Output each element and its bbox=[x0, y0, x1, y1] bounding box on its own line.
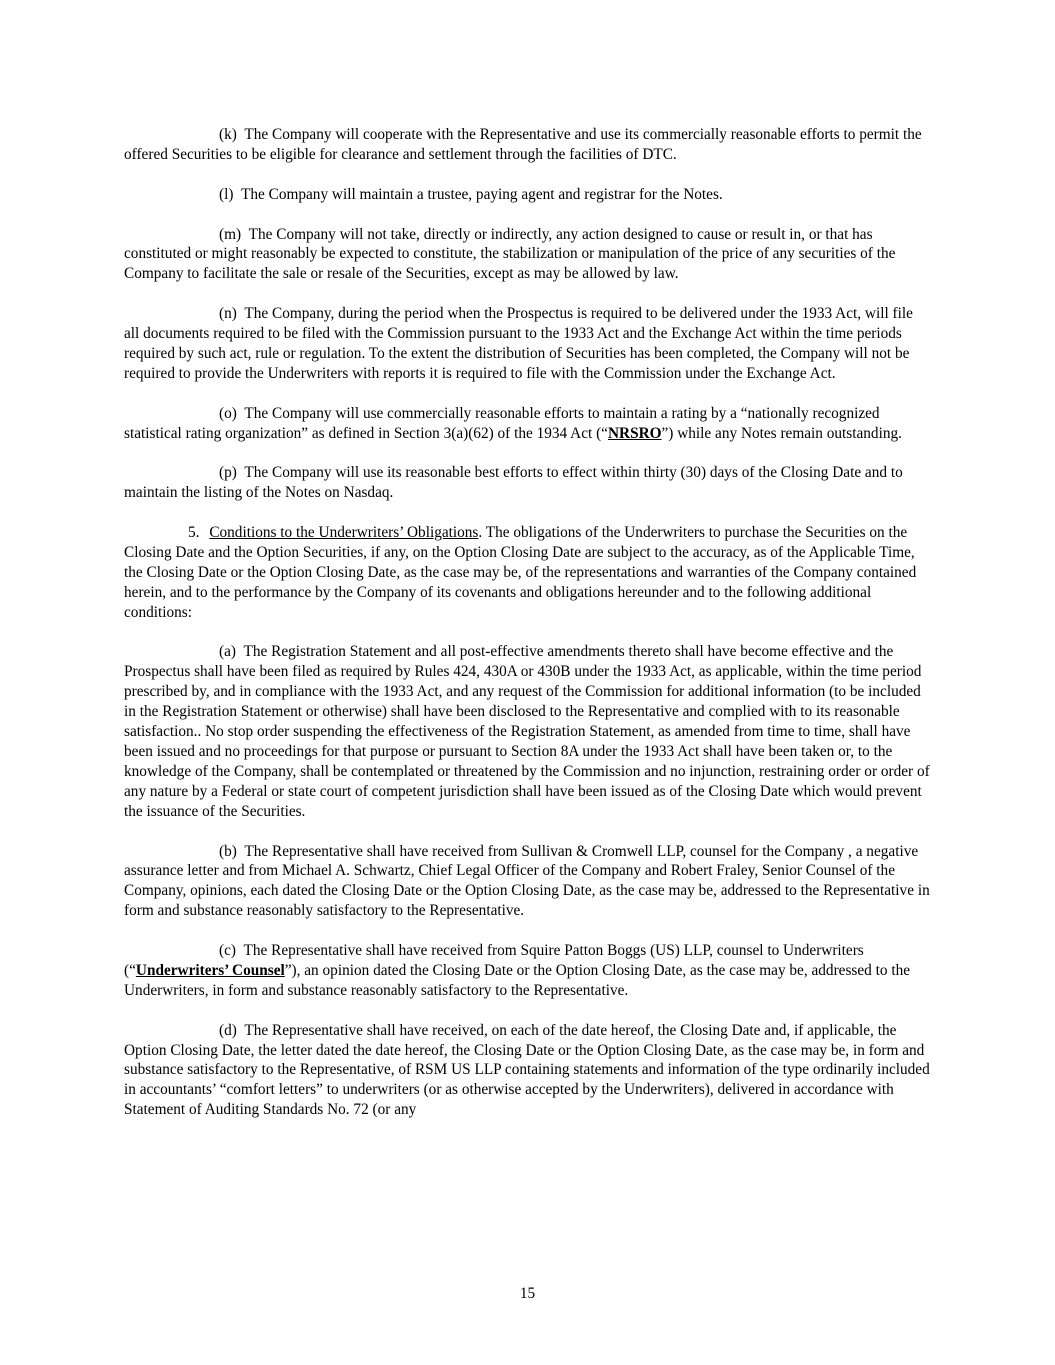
clause-text: The Registration Statement and all post-effective amendments thereto shall have become effective and the Prospectus shall have been filed as required by Rules 424, 430A or 430B under the 1933 Act, as applicable, within the time period prescribed by, and in compliance with the 1933 Act, and any request of the Commission for additional information (to be included in the Registration Statement or otherwise) shall have been disclosed to the Representative and complied with to its reasonable satisfaction.. No stop order suspending the effectiveness of the Registration Statement, as amended from time to time, shall have been issued and no proceedings for that purpose or pursuant to Section 8A under the 1933 Act shall have been taken or, to the knowledge of the Company, shall be contemplated or threatened by the Commission and no injunction, restraining order or order of any nature by a Federal or state court of competent jurisdiction shall have been issued as of the Closing Date which would prevent the issuance of the Securities. bbox=[124, 643, 930, 820]
section-5 bbox=[124, 523, 932, 623]
clause-text: The Company will maintain a trustee, paying agent and registrar for the Notes. bbox=[241, 185, 723, 203]
condition-b bbox=[124, 842, 932, 922]
clause-text: The Company will cooperate with the Representative and use its commercially reasonable efforts to permit the offered Securities to be eligible for clearance and settlement through the facilities of DTC. bbox=[124, 126, 922, 163]
clause-label: (k) bbox=[219, 126, 237, 143]
clause-label: (m) bbox=[219, 225, 242, 243]
condition-a bbox=[124, 642, 932, 821]
condition-d bbox=[124, 1021, 932, 1121]
clause-text: The Company, during the period when the Prospectus is required to be delivered under the 1933 Act, will file all documents required to be filed with the Commission pursuant to the 1933 Act and the Exchange Act within the time periods required by such act, rule or regulation. To the extent the distribution of Securities has been completed, the Company will not be required to provide the Underwriters with reports it is required to file with the Commission under the Exchange Act. bbox=[124, 305, 913, 382]
clause-text-end: ”) while any Notes remain outstanding. bbox=[661, 424, 902, 442]
clause-p bbox=[124, 463, 932, 503]
clause-text: The Representative shall have received from Squire Patton Boggs (US) LLP, counsel to Underwriters (“ bbox=[124, 942, 864, 979]
document-body bbox=[124, 125, 932, 1140]
defined-term-nrsro: NRSRO bbox=[607, 424, 662, 442]
section-heading: Conditions to the Underwriters’ Obligations bbox=[209, 524, 479, 542]
defined-term-underwriters-counsel: Underwriters’ Counsel bbox=[135, 961, 285, 979]
page-number: 15 bbox=[519, 1285, 536, 1302]
clause-label: (l) bbox=[219, 185, 234, 203]
clause-o bbox=[124, 404, 932, 444]
clause-text: The Company will use its reasonable best efforts to effect within thirty (30) days of the Closing Date and to maintain the listing of the Notes on Nasdaq. bbox=[124, 464, 903, 502]
clause-n bbox=[124, 304, 932, 384]
clause-label: (n) bbox=[219, 305, 237, 323]
clause-text-end: ”), an opinion dated the Closing Date or the Option Closing Date, as the case may be, addressed to the Underwriters, in form and substance reasonably satisfactory to the Representative. bbox=[124, 961, 911, 999]
clause-l bbox=[124, 185, 932, 205]
section-text: . The obligations of the Underwriters to purchase the Securities on the Closing Date and the Option Securities, if any, on the Option Closing Date are subject to the accuracy, as of the Applicable Time, the Closing Date or the Option Closing Date, as the case may be, of the representations and warranties of the Company contained herein, and to the performance by the Company of its covenants and obligations hereunder and to the following additional conditions: bbox=[124, 524, 917, 621]
section-number: 5. bbox=[188, 524, 200, 542]
clause-m bbox=[124, 225, 932, 285]
condition-c bbox=[124, 941, 932, 1001]
clause-label: (d) bbox=[219, 1021, 237, 1039]
clause-k bbox=[124, 125, 932, 165]
clause-text: The Representative shall have received, on each of the date hereof, the Closing Date and, if applicable, the Option Closing Date, the letter dated the date hereof, the Closing Date or the Option Closing Date, as the case may be, in form and substance satisfactory to the Representative, of RSM US LLP containing statements and information of the type ordinarily included in accountants’ “comfort letters” to underwriters (or as otherwise accepted by the Underwriters), delivered in accordance with Statement of Auditing Standards No. 72 (or any bbox=[124, 1021, 930, 1119]
clause-label: (a) bbox=[219, 643, 236, 661]
clause-text: The Representative shall have received from Sullivan & Cromwell LLP, counsel for the Company , a negative assurance letter and from Michael A. Schwartz, Chief Legal Officer of the Company and Robert Fraley, Senior Counsel of the Company, opinions, each dated the Closing Date or the Option Closing Date, as the case may be, addressed to the Representative in form and substance reasonably satisfactory to the Representative. bbox=[124, 842, 930, 920]
clause-label: (c) bbox=[219, 942, 236, 960]
clause-text: The Company will use commercially reasonable efforts to maintain a rating by a “nationally recognized statistical rating organization” as defined in Section 3(a)(62) of the 1934 Act (“ bbox=[124, 404, 880, 442]
clause-text: The Company will not take, directly or indirectly, any action designed to cause or result in, or that has constituted or might reasonably be expected to constitute, the stabilization or manipulation of the price of any securities of the Company to facilitate the sale or resale of the Securities, except as may be allowed by law. bbox=[124, 225, 896, 283]
clause-label: (b) bbox=[219, 842, 237, 860]
clause-label: (p) bbox=[219, 464, 237, 482]
clause-label: (o) bbox=[219, 404, 237, 422]
